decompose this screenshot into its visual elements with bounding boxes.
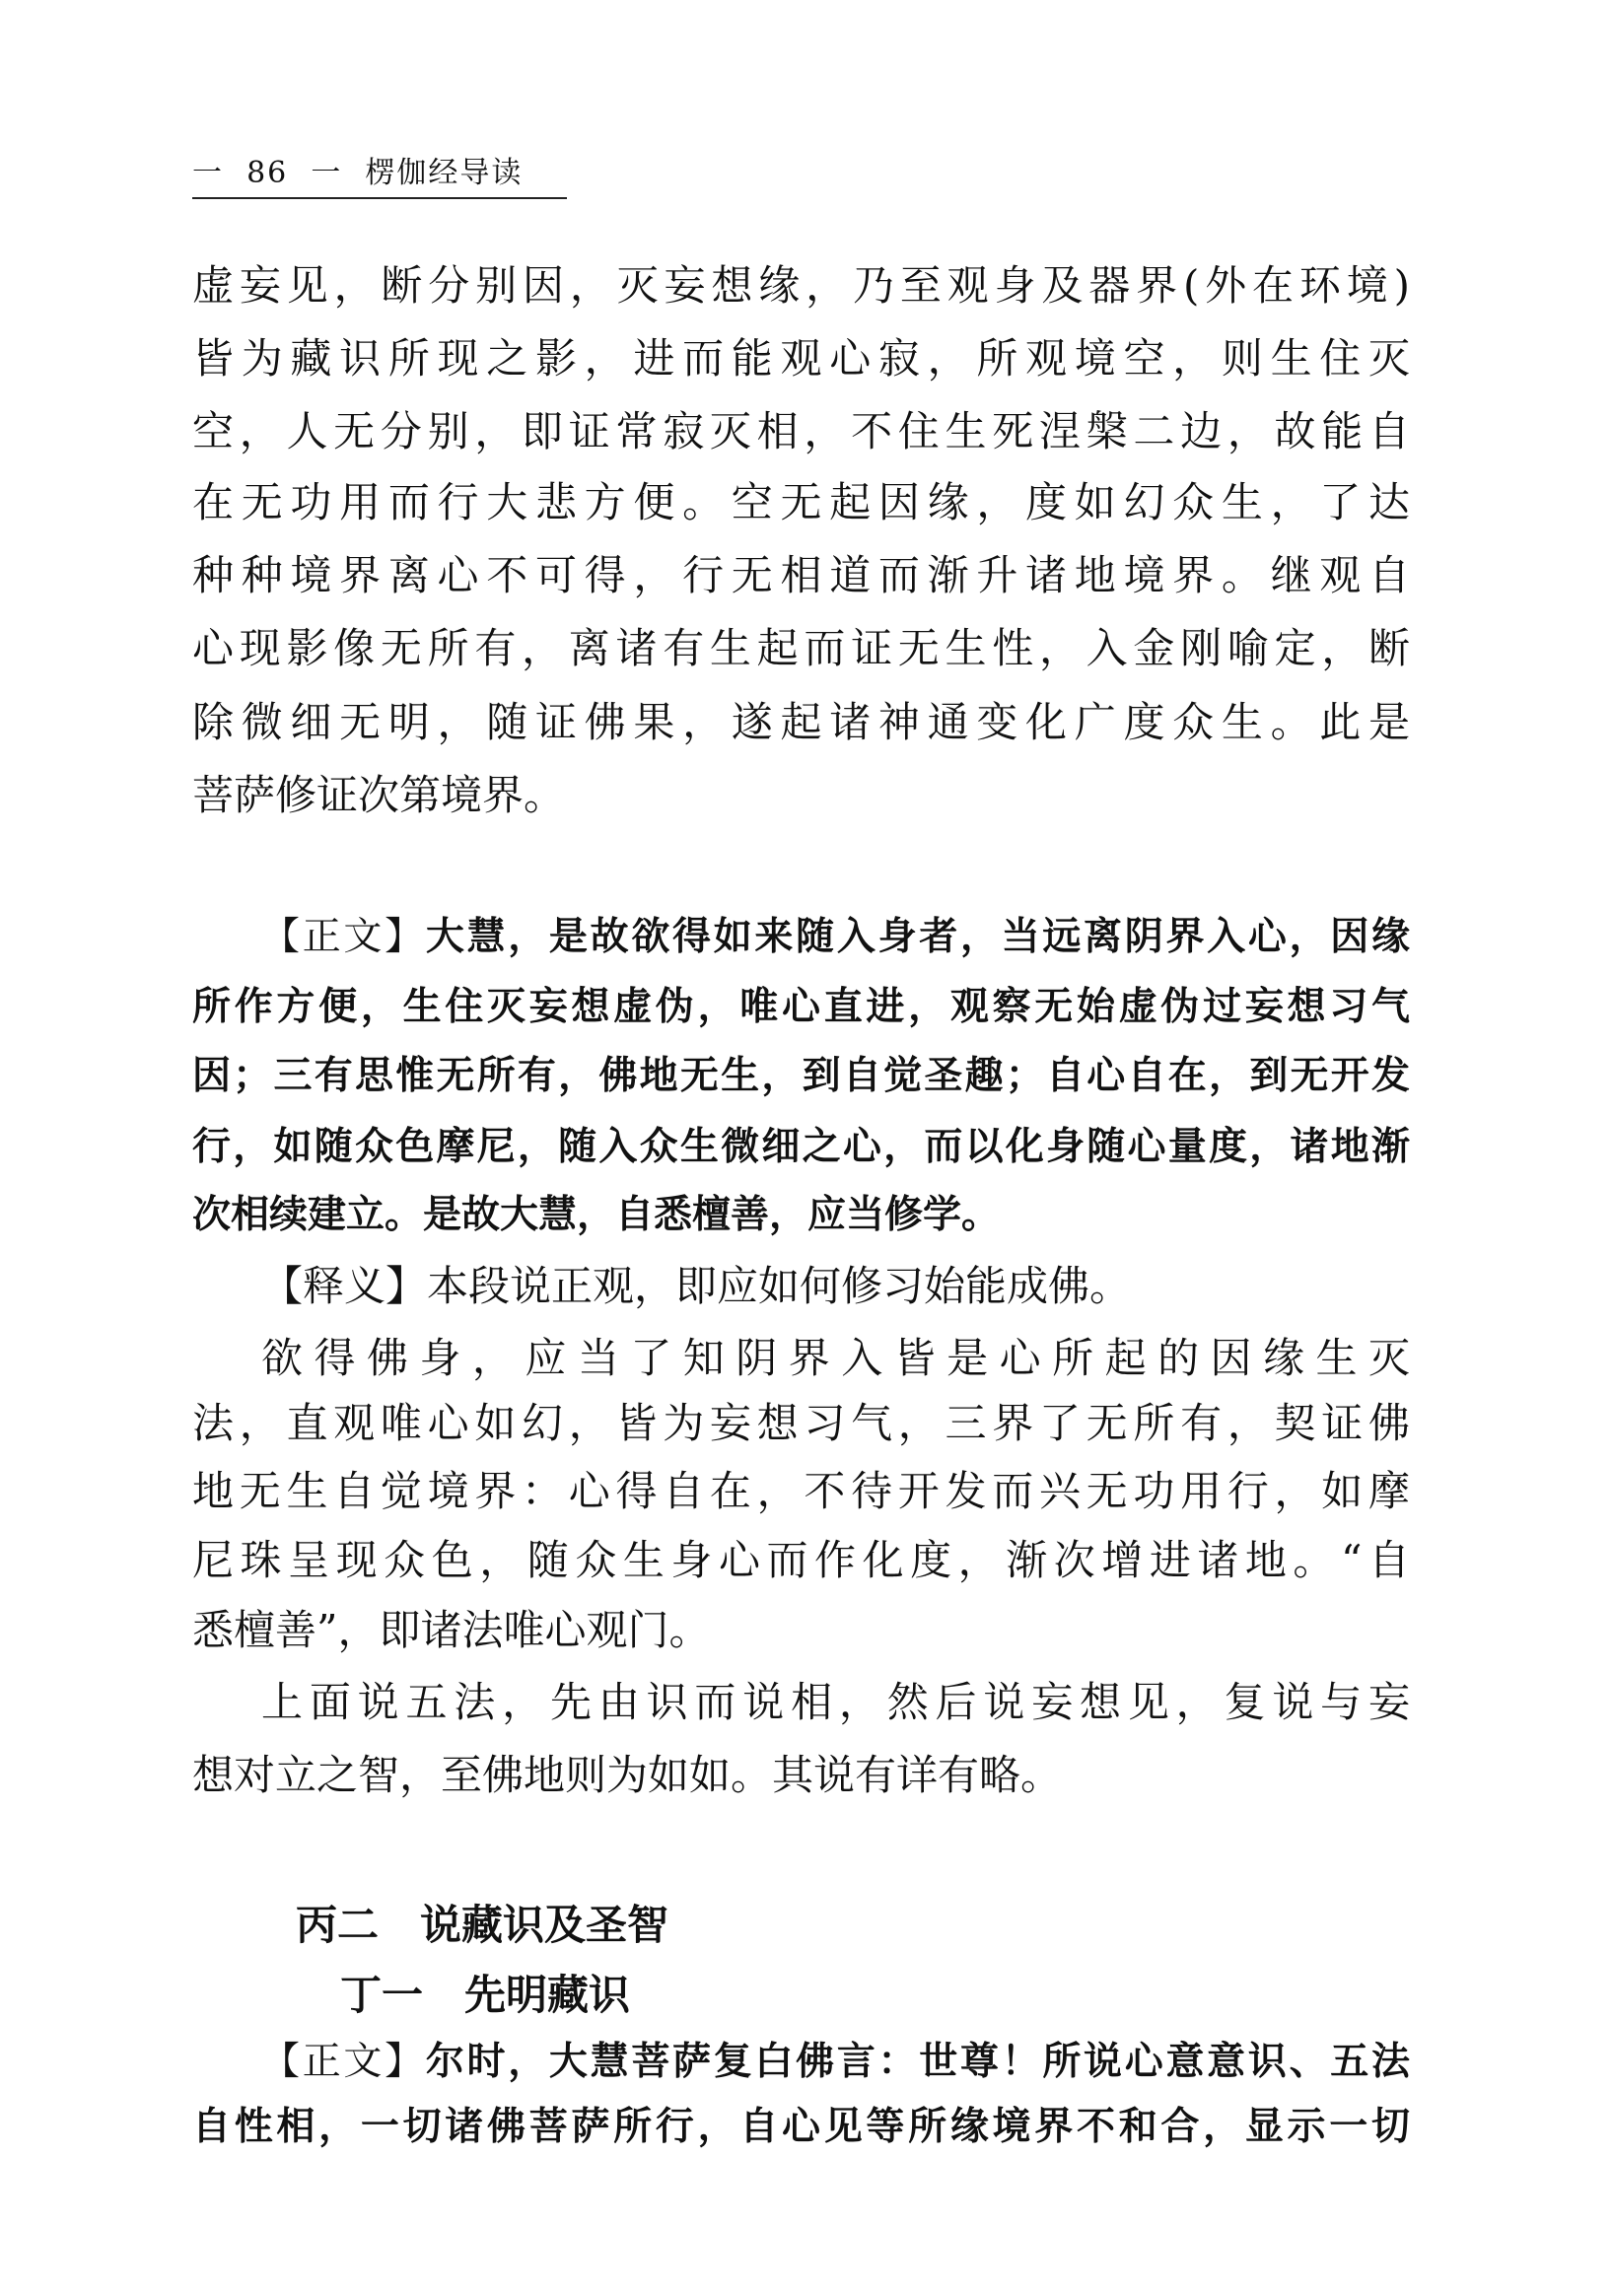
text-line: 次相续建立。是故大慧，自悉檀善，应当修学。 [192, 1193, 1001, 1237]
text-line: 想对立之智，至佛地则为如如。其说有详有略。 [192, 1751, 1063, 1799]
text-line: 心现影像无所有，离诸有生起而证无生性，入金刚喻定，断 [192, 624, 1410, 672]
text-line [261, 912, 1410, 963]
text-line [261, 2037, 1410, 2088]
zhengwen-tag: 【正文】 [261, 2040, 426, 2084]
line-text: 本段说正观，即应如何修习始能成佛。 [427, 1262, 1132, 1310]
zhengwen-tag: 【正文】 [261, 915, 426, 959]
shiyi-tag: 【释义】 [261, 1262, 428, 1310]
line-text: 尔时，大慧菩萨复白佛言：世尊！所说心意意识、五法 [425, 2040, 1410, 2084]
text-line: 在无功用而行大悲方便。空无起因缘，度如幻众生，了达 [192, 478, 1410, 526]
subsection-heading: 丁一 先明藏识 [340, 1971, 631, 2019]
text-line: 上面说五法，先由识而说相，然后说妄想见，复说与妄 [261, 1678, 1410, 1726]
section-heading: 丙二 说藏识及圣智 [296, 1901, 669, 1949]
book-title: 楞伽经导读 [365, 156, 524, 190]
text-line: 行，如随众色摩尼，随入众生微细之心，而以化身随心量度，诸地渐 [192, 1125, 1410, 1169]
text-line: 尼珠呈现众色，随众生身心而作化度，渐次增进诸地。“自 [192, 1536, 1410, 1584]
text-line: 因；三有思惟无所有，佛地无生，到自觉圣趣；自心自在，到无开发 [192, 1054, 1410, 1098]
text-line: 所作方便，生住灭妄想虚伪，唯心直进，观察无始虚伪过妄想习气 [192, 985, 1410, 1029]
text-line: 欲得佛身，应当了知阴界入皆是心所起的因缘生灭 [261, 1334, 1410, 1382]
text-line: 皆为藏识所现之影，进而能观心寂，所观境空，则生住灭 [192, 334, 1410, 383]
page-number: 一 86 一 [192, 156, 343, 190]
text-line: 地无生自觉境界：心得自在，不待开发而兴无功用行，如摩 [192, 1467, 1410, 1515]
text-line: 除微细无明，随证佛果，遂起诸神通变化广度众生。此是 [192, 698, 1410, 746]
line-text: 大慧，是故欲得如来随入身者，当远离阴界入心，因缘 [425, 915, 1410, 959]
shiyi-line [261, 1261, 1410, 1312]
text-line: 虚妄见，断分别因，灭妄想缘，乃至观身及器界(外在环境) [192, 261, 1410, 310]
text-line: 悉檀善”，即诸法唯心观门。 [192, 1606, 711, 1654]
text-line: 菩萨修证次第境界。 [192, 771, 566, 819]
text-line: 自性相，一切诸佛菩萨所行，自心见等所缘境界不和合，显示一切 [192, 2105, 1410, 2149]
running-header [192, 148, 567, 199]
text-line: 种种境界离心不可得，行无相道而渐升诸地境界。继观自 [192, 551, 1410, 599]
text-line: 空，人无分别，即证常寂灭相，不住生死涅槃二边，故能自 [192, 407, 1410, 455]
text-line: 法，直观唯心如幻，皆为妄想习气，三界了无所有，契证佛 [192, 1399, 1410, 1447]
